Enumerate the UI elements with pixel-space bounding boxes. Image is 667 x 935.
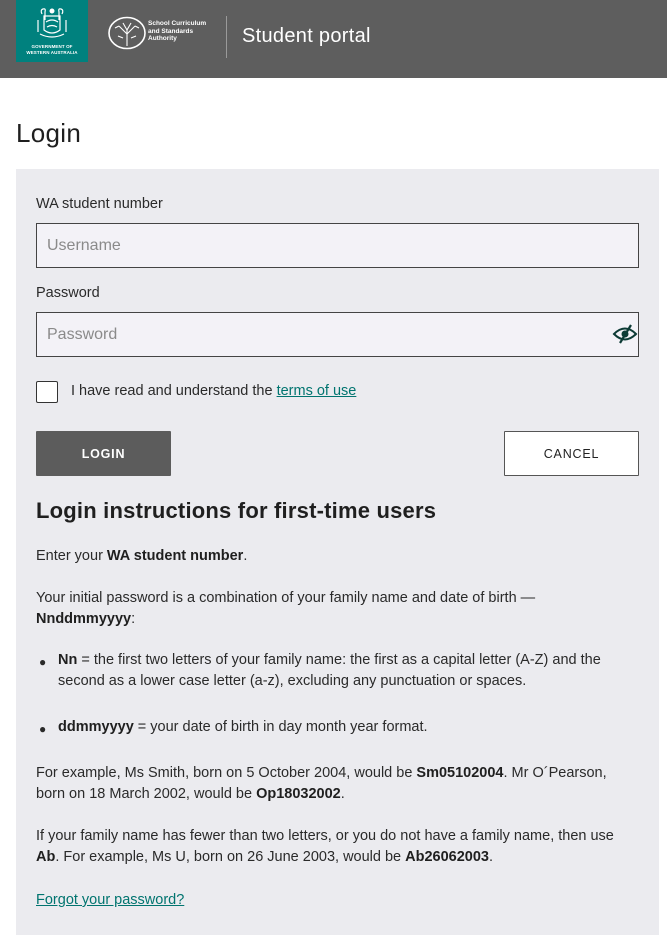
bullet1-line2: second as a lower case letter (a-z), excluding any punctuation or spaces. (58, 673, 527, 689)
p4-c: . For example, Ms U, born on 26 June 2003, would be (55, 849, 406, 865)
bullet2-text: = your date of birth in day month year format. (133, 719, 428, 735)
p4-b: Ab (36, 849, 56, 865)
instruction-student-number (36, 546, 639, 567)
instructions-heading: Login instructions for first-time users (36, 498, 437, 523)
bullet1-bold: Nn (58, 652, 78, 668)
username-label: WA student number (36, 196, 163, 212)
p1-prefix: Enter your (36, 548, 107, 564)
eye-slash-icon[interactable] (612, 324, 638, 344)
p3-e: Op18032002 (256, 786, 341, 802)
terms-prefix: I have read and understand the (71, 383, 277, 399)
instruction-password-format (36, 588, 639, 630)
p3-f: . (340, 786, 345, 802)
p4-d: Ab26062003 (405, 849, 489, 865)
gov-logo-line-1: GOVERNMENT OF (31, 44, 73, 49)
instruction-short-family-name (36, 826, 639, 868)
header-divider (226, 16, 227, 58)
p3-c: . Mr O´Pearson, (503, 765, 607, 781)
p2-bold: Nnddmmyyyy (36, 611, 132, 627)
p1-suffix: . (243, 548, 248, 564)
username-input[interactable] (36, 223, 639, 268)
bullet-dot: ● (39, 722, 47, 736)
scsa-logo-icon[interactable] (107, 16, 147, 50)
terms-agreement (71, 383, 356, 399)
terms-checkbox[interactable] (36, 381, 58, 403)
wa-government-logo[interactable] (16, 0, 88, 62)
p3-d: born on 18 March 2002, would be (36, 786, 257, 802)
gov-logo-line-2: WESTERN AUSTRALIA (26, 49, 78, 55)
bullet-date-of-birth (58, 717, 628, 738)
scsa-logo-text (148, 20, 206, 43)
wa-government-crest-icon (30, 6, 74, 44)
p1-bold: WA student number (106, 548, 244, 564)
forgot-password-link[interactable]: Forgot your password? (36, 892, 185, 908)
scsa-line-2: and Standards (148, 27, 194, 35)
bullet2-bold: ddmmyyyy (58, 719, 134, 735)
bullet-dot: ● (39, 655, 47, 669)
terms-of-use-link[interactable]: terms of use (276, 383, 357, 399)
bullet-family-name (58, 650, 628, 692)
site-header (0, 0, 667, 78)
instruction-example (36, 763, 639, 805)
login-button[interactable]: LOGIN (36, 431, 171, 476)
scsa-line-1: School Curriculum (148, 20, 207, 27)
p3-b: Sm05102004 (416, 765, 504, 781)
page-title: Login (16, 118, 82, 148)
password-input[interactable] (36, 312, 639, 357)
p2-suffix: : (131, 611, 136, 627)
cancel-button[interactable]: CANCEL (504, 431, 639, 476)
p2-text: Your initial password is a combination of your family name and date of birth — (36, 590, 536, 606)
scsa-line-3: Authority (148, 35, 177, 42)
bullet1-line1: = the first two letters of your family name: the first as a capital letter (A-Z) and the (77, 652, 601, 668)
p4-e: . (489, 849, 494, 865)
p4-a: If your family name has fewer than two letters, or you do not have a family name, then use (36, 828, 614, 844)
portal-title: Student portal (242, 25, 371, 47)
password-label: Password (36, 285, 100, 301)
p3-a: For example, Ms Smith, born on 5 October 2004, would be (36, 765, 417, 781)
